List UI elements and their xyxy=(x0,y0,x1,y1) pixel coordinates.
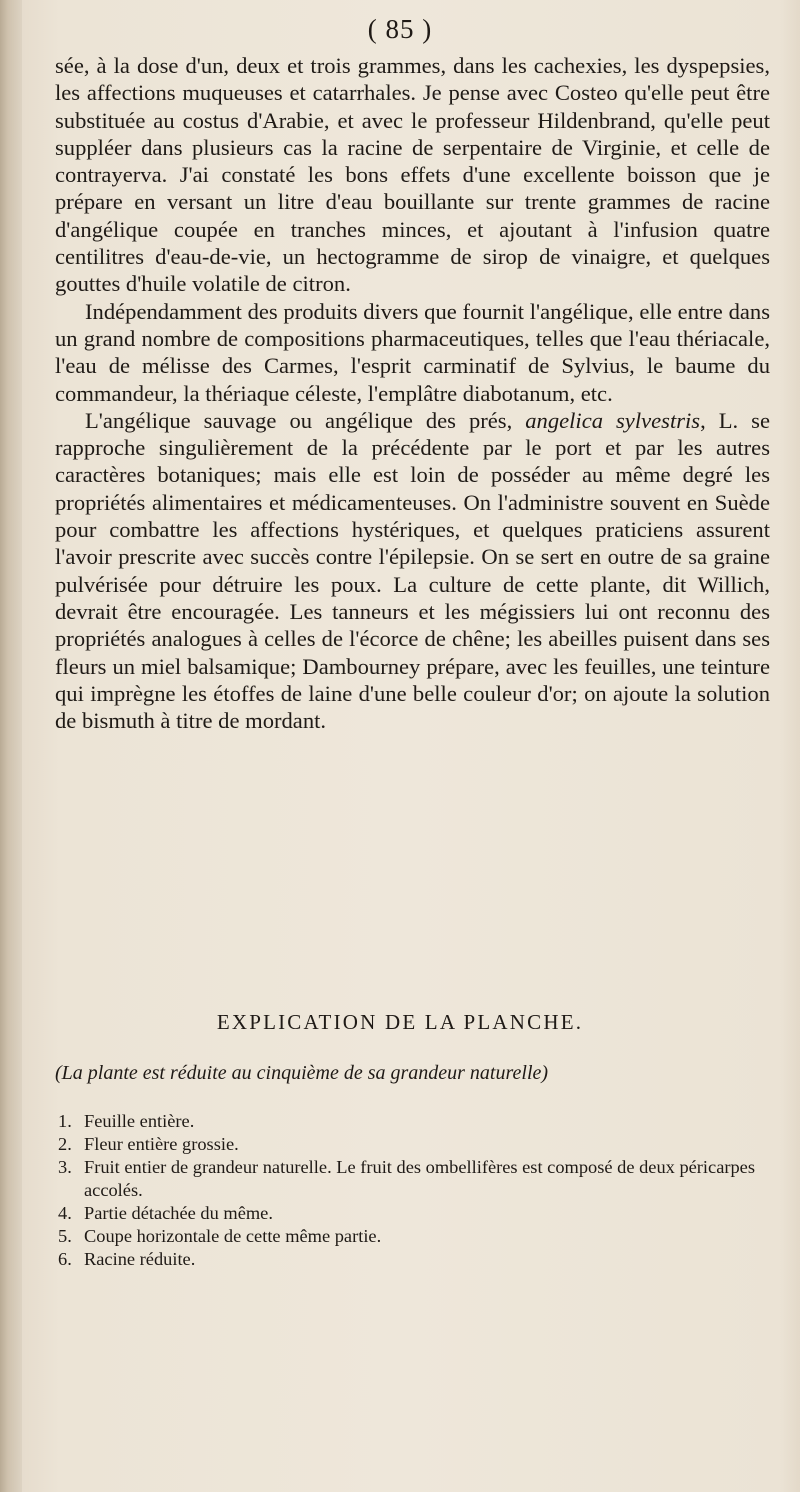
legend-text: Partie détachée du même. xyxy=(84,1203,273,1223)
plate-note: (La plante est réduite au cinquième de sa grandeur naturelle) xyxy=(55,1062,549,1084)
page-number: ( 85 ) xyxy=(367,14,433,44)
legend-item xyxy=(58,1225,758,1248)
species-name: angelica sylvestris xyxy=(525,407,701,433)
legend-text: Racine réduite. xyxy=(84,1249,196,1269)
legend-number: 3. xyxy=(58,1157,72,1177)
page-binding-edge xyxy=(0,0,22,1492)
legend-text: Feuille entière. xyxy=(84,1111,195,1131)
legend-number: 5. xyxy=(58,1226,72,1246)
legend-item xyxy=(58,1202,758,1225)
legend-item xyxy=(58,1133,758,1156)
legend-number: 2. xyxy=(58,1134,72,1154)
paragraph-2: Indépendamment des produits divers que fournit l'angélique, elle entre dans un grand nombre de compositions pharmaceutiques, telles que l'eau thériacale, l'eau de mélisse des Carmes, l'esprit carminatif de Sylvius, le baume du commandeur, la thériaque céleste, l'emplâtre diabotanum, etc. xyxy=(55,298,770,406)
legend-number: 4. xyxy=(58,1203,72,1223)
paragraph-3-rest: , L. se rapproche singulièrement de la précédente par le port et par les autres caractères botaniques; mais elle est loin de posséder au même degré les propriétés alimentaires et médicamenteuses. On l'administre souvent en Suède pour combattre les affections hystériques, et quelques praticiens assurent l'avoir prescrite avec succès contre l'épilepsie. On se sert en outre de sa graine pulvérisée pour détruire les poux. La culture de cette plante, dit Willich, devrait être encouragée. Les tanneurs et les mégissiers lui ont reconnu des propriétés analogues à celles de l'écorce de chêne; les abeilles puisent dans ses fleurs un miel balsamique; Dambourney prépare, avec les feuilles, une teinture qui imprègne les étoffes de laine d'une belle couleur d'or; on ajoute la solution de bismuth à titre de mordant. xyxy=(55,407,770,734)
legend-item xyxy=(58,1156,758,1202)
legend-text: Fruit entier de grandeur naturelle. Le fruit des ombellifères est composé de deux péricarpes accolés. xyxy=(84,1157,755,1200)
legend-text: Fleur entière grossie. xyxy=(84,1134,239,1154)
legend-number: 1. xyxy=(58,1111,72,1131)
plate-legend xyxy=(58,1110,758,1271)
paragraph-1: sée, à la dose d'un, deux et trois grammes, dans les cachexies, les dyspepsies, les affections muqueuses et catarrhales. Je pense avec Costeo qu'elle peut être substituée au costus d'Arabie, et avec le professeur Hildenbrand, qu'elle peut suppléer dans plusieurs cas la racine de serpentaire de Virginie, et celle de contrayerva. J'ai constaté les bons effets d'une excellente boisson que je prépare en versant un litre d'eau bouillante sur trente grammes de racine d'angélique coupée en tranches minces, et ajoutant à l'infusion quatre centilitres d'eau-de-vie, un hectogramme de sirop de vinaigre, et quelques gouttes d'huile volatile de citron. xyxy=(55,53,770,297)
legend-number: 6. xyxy=(58,1249,72,1269)
section-heading: EXPLICATION DE LA PLANCHE. xyxy=(216,1010,584,1034)
paragraph-3 xyxy=(55,407,770,735)
legend-item xyxy=(58,1248,758,1271)
legend-text: Coupe horizontale de cette même partie. xyxy=(84,1226,382,1246)
paragraph-3-start: L'angélique sauvage ou angélique des prés, xyxy=(85,407,526,433)
legend-item xyxy=(58,1110,758,1133)
body-text xyxy=(55,52,770,734)
